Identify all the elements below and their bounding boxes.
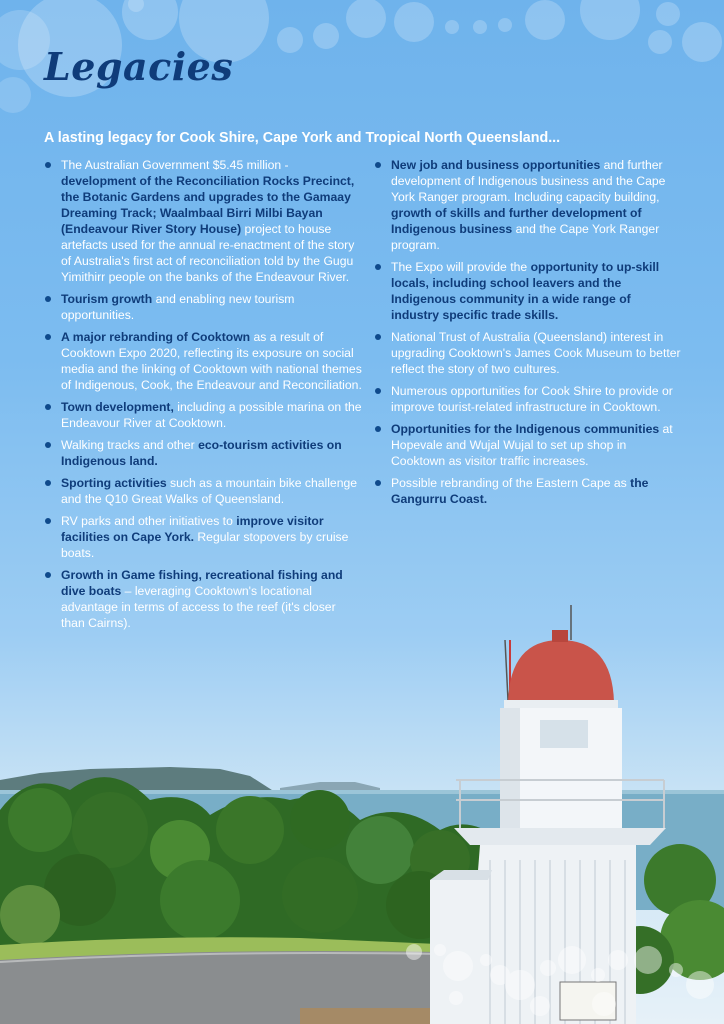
body-text: National Trust of Australia (Queensland) interest in upgrading Cooktown's James Cook Museum to better reflect the story of two cultures. [391, 330, 681, 376]
body-text: and further development of Indigenous business and the Cape York Ranger program. Including capacity building, [391, 158, 666, 204]
highlight-text: improve visitor facilities on Cape York. [61, 514, 324, 544]
legacy-item [44, 513, 362, 561]
body-text: such as a mountain bike challenge and the Q10 Great Walks of Queensland. [61, 476, 358, 506]
legacy-item [374, 259, 682, 323]
legacy-list-left [44, 157, 362, 637]
legacy-item [374, 421, 682, 469]
lighthouse-dome [508, 640, 614, 702]
legacy-item [44, 437, 362, 469]
legacy-item [44, 475, 362, 507]
body-text: Numerous opportunities for Cook Shire to provide or improve tourist-related infrastructure in Cooktown. [391, 384, 673, 414]
highlight-text: Tourism growth [61, 292, 153, 306]
body-text: project to house artefacts used for the annual re-enactment of the story of Australia's first act of reconciliation told by the Gugu Yimithirr people on the banks of the Endeavour River. [61, 222, 355, 284]
legacy-item [44, 157, 362, 285]
highlight-text: growth of skills and further development of Indigenous business [391, 206, 642, 236]
body-text: – leveraging Cooktown's locational advantage in terms of access to the reef (it's closer than Cairns). [61, 584, 336, 630]
body-text: and the Cape York Ranger program. [391, 222, 660, 252]
body-text: The Australian Government $5.45 million - [61, 158, 289, 172]
body-text: and enabling new tourism opportunities. [61, 292, 295, 322]
body-text: at Hopevale and Wujal Wujal to set up shop in Cooktown as visitor traffic increases. [391, 422, 673, 468]
body-text: Walking tracks and other [61, 438, 199, 452]
legacy-item [374, 329, 682, 377]
legacy-item [44, 567, 362, 631]
highlight-text: Growth in Game fishing, recreational fishing and dive boats [61, 568, 343, 598]
legacy-item [44, 291, 362, 323]
body-text: Regular stopovers by cruise boats. [61, 530, 349, 560]
body-text: RV parks and other initiatives to [61, 514, 237, 528]
body-text: including a possible marina on the Endeavour River at Cooktown. [61, 400, 362, 430]
page-title: Legacies [44, 44, 234, 89]
highlight-text: eco-tourism activities on Indigenous land. [61, 438, 342, 468]
highlight-text: Town development, [61, 400, 174, 414]
body-text: Possible rebranding of the Eastern Cape as [391, 476, 631, 490]
legacy-item [44, 329, 362, 393]
legacy-list-right [374, 157, 682, 513]
highlight-text: the Gangurru Coast. [391, 476, 649, 506]
highlight-text: Opportunities for the Indigenous communities [391, 422, 660, 436]
highlight-text: New job and business opportunities [391, 158, 601, 172]
legacy-item [44, 399, 362, 431]
legacy-item [374, 383, 682, 415]
legacy-item [374, 475, 682, 507]
page-subtitle: A lasting legacy for Cook Shire, Cape York and Tropical North Queensland... [44, 130, 561, 146]
highlight-text: Sporting activities [61, 476, 167, 490]
legacy-item [374, 157, 682, 253]
body-text: The Expo will provide the [391, 260, 531, 274]
body-text: as a result of Cooktown Expo 2020, reflecting its exposure on social media and the linking of Cooktown with national themes of Indigenous, Cook, the Endeavour and Reconciliation. [61, 330, 362, 392]
highlight-text: opportunity to up-skill locals, including school leavers and the Indigenous community in a wide range of industry specific trade skills. [391, 260, 660, 322]
highlight-text: development of the Reconciliation Rocks Precinct, the Botanic Gardens and upgrades to the Gamaay Dreaming Track; Waalmbaal Birri Milbi Bayan (Endeavour River Story House) [61, 174, 355, 236]
highlight-text: A major rebranding of Cooktown [61, 330, 251, 344]
distant-island [280, 782, 380, 790]
